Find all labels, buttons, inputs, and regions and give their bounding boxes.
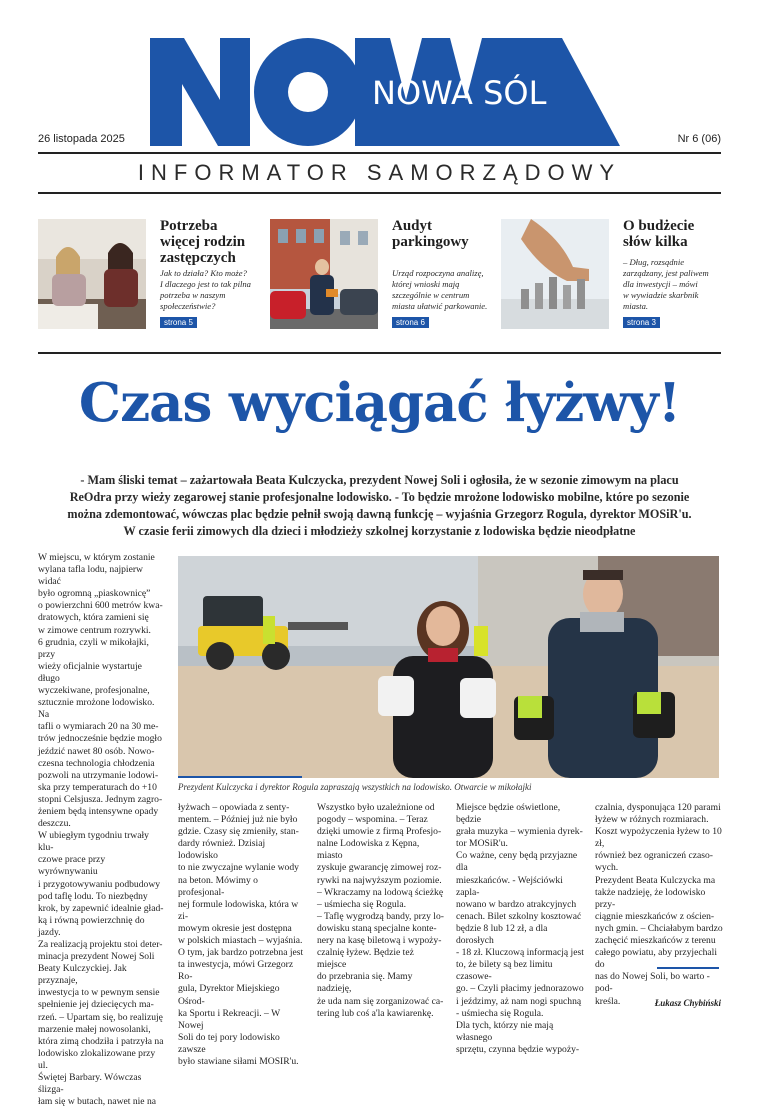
article-line: do przebrania się. Mamy nadzieję, — [317, 971, 413, 995]
article-line: w polskich miastach – wyjaśnia. — [178, 935, 303, 947]
article-line: Świętej Barbary. Wówczas ślizga- — [38, 1072, 142, 1096]
article-line: Wszystko było uzależnione od — [317, 802, 435, 813]
teaser-badge-parking[interactable]: strona 6 — [392, 317, 429, 328]
article-line: nych gmin. – Chciałabym bardzo — [595, 922, 723, 934]
teaser-badge-budget[interactable]: strona 3 — [623, 317, 660, 328]
article-line: to nie zwyczajne wylanie wody — [178, 862, 299, 874]
article-line: mieszkańców. - Wejściówki zapla- — [456, 874, 563, 898]
article-line: Prezydent Beata Kulczycka ma — [595, 874, 716, 886]
article-line: która zimą chodziła i patrzyła na — [38, 1035, 164, 1047]
article-line: zachęcić mieszkańców z terenu — [595, 935, 716, 947]
article-line: będzie 8 lub 12 zł, a dla dorosłych — [456, 922, 548, 947]
teaser-divider — [38, 352, 721, 354]
article-line: O tym, jak bardzo potrzebna jest — [178, 947, 304, 959]
article-line: łam się w butach, nawet nie na — [38, 1096, 157, 1108]
article-line: wyczekiwane, profesjonalne, — [38, 685, 150, 697]
article-line: to, że bilety są bez limitu czasowe- — [456, 959, 553, 983]
article-line: grała muzyka – wymienia dyrek- — [456, 826, 583, 838]
article-line: pod taflę lodu. To niezbędny — [38, 890, 148, 902]
article-line: także nadzieję, że lodowisko przy- — [595, 886, 706, 910]
article-line: rzeń. – Upartam się, bo realizuję — [38, 1011, 163, 1023]
teaser-text-budget: – Dług, rozsądnie zarządzany, jest paliwem dla inwestycji – mówi w wywiadzie skarbnik miasta. — [623, 257, 709, 311]
article-line: nalne Lodowiska z Kępna, miasto — [317, 838, 420, 862]
article-line: gdzie. Czasy się zmieniły, stan- — [178, 826, 299, 838]
teaser-title-parking[interactable]: Audyt parkingowy — [392, 218, 469, 250]
article-line: – uśmiecha się Rogula. — [317, 898, 406, 910]
teaser-photo-budget[interactable] — [501, 219, 609, 329]
article-column-2 — [178, 802, 306, 1068]
article-line: dardy również. Dzisiaj lodowisko — [178, 838, 266, 862]
article-line: nery na kasę biletową i wypoży- — [317, 935, 442, 947]
article-line: Soli do tej pory lodowisko zawsze — [178, 1031, 280, 1055]
article-line: mentem. – Później już nie było — [178, 814, 298, 826]
nowa-logo — [150, 38, 620, 148]
article-line: krok, by zapewnić idealnie gład- — [38, 902, 164, 914]
article-line: pogody – wspomina. – Teraz — [317, 814, 428, 826]
article-line: wych. — [595, 862, 619, 874]
article-line: deszczu. — [38, 818, 71, 830]
article-line: czesna technologia chłodzenia — [38, 757, 155, 769]
article-line: czowe prace przy wyrównywaniu — [38, 854, 106, 878]
article-line: go. – Czyli płacimy jednorazowo — [456, 983, 584, 995]
issue-date: 26 listopada 2025 — [38, 133, 125, 145]
article-column-5 — [595, 802, 723, 1008]
article-headline: Czas wyciągać łyżwy! — [78, 372, 681, 434]
article-line: Dla tych, którzy nie mają własnego — [456, 1019, 554, 1043]
article-line: jeździć nawet 80 osób. Nowo- — [38, 745, 155, 757]
article-photo — [178, 556, 719, 778]
article-line: W miejscu, w którym zostanie — [38, 552, 155, 563]
article-line: wieży oficjalnie wystartuje długo — [38, 660, 142, 684]
teaser-photo-parking[interactable] — [270, 219, 378, 329]
article-line: – Taflę wygrodzą bandy, przy lo- — [317, 910, 444, 922]
article-line: wylana tafla lodu, najpierw widać — [38, 564, 143, 588]
article-line: ka Sportu i Rekreacji. – W Nowej — [178, 1007, 280, 1031]
article-line: - 18 zł. Kluczową informacją jest — [456, 947, 584, 959]
article-line: sztucznie mrożone lodowisko. Na — [38, 697, 155, 721]
article-line: żeniem będą intensywne opady — [38, 805, 159, 817]
article-line: Co ważne, ceny będą przyjazne dla — [456, 850, 578, 874]
teaser-title-budget[interactable]: O budżecie słów kilka — [623, 218, 695, 250]
article-line: było ogromną „piaskownicę” — [38, 588, 151, 600]
article-line: dratowych, która zamieni się — [38, 612, 149, 624]
article-line: o powierzchni 600 metrów kwa- — [38, 600, 163, 612]
article-line: nas do Nowej Soli, bo warto - pod- — [595, 971, 710, 995]
article-line: pozwoli na utrzymanie lodowi- — [38, 769, 159, 781]
article-line: tering lub coś a'la kawiarenkę. — [317, 1007, 434, 1019]
article-line: W ubiegłym tygodniu trwały klu- — [38, 830, 149, 854]
article-line: minacja prezydent Nowej Soli — [38, 951, 155, 963]
masthead-rule-bottom — [38, 192, 721, 194]
article-line: łyżew w różnych rozmiarach. — [595, 814, 709, 826]
article-line: – Wkraczamy na lodową ścieżkę — [317, 886, 444, 898]
article-line: ciągnie mieszkańców z ościen- — [595, 910, 715, 922]
article-line: Za realizacją projektu stoi deter- — [38, 939, 163, 950]
article-line: dowisku staną specjalne konte- — [317, 922, 437, 934]
article-author: Łukasz Chybiński — [654, 998, 721, 1008]
article-line: rywki na najwyższym poziomie. — [317, 874, 442, 886]
article-column-1 — [38, 552, 166, 1108]
signature-accent — [657, 967, 719, 969]
article-line: Miejsce będzie oświetlone, będzie — [456, 802, 561, 826]
article-line: ta inwestycja, mówi Grzegorz Ro- — [178, 959, 294, 983]
article-line: lodowisko zlokalizowane przy ul. — [38, 1047, 156, 1071]
article-column-3 — [317, 802, 445, 1020]
article-line: spełnienie jej dziecięcych ma- — [38, 999, 154, 1011]
photo-caption: Prezydent Kulczycka i dyrektor Rogula zapraszają wszystkich na lodowisko. Otwarcie w mikołajki — [178, 782, 532, 792]
article-line: łyżwach – opowiada z senty- — [178, 802, 290, 813]
article-line: stopni Celsjusza. Jednym zagro- — [38, 793, 163, 805]
article-line: dzięki umowie z firmą Profesjo- — [317, 826, 442, 838]
article-line: tor MOSiR'u. — [456, 838, 508, 850]
article-line: że uda nam się zorganizować ca- — [317, 995, 444, 1007]
article-line: i przygotowywaniu podbudowy — [38, 878, 161, 890]
article-line: sprzętu, czynna będzie wypoży- — [456, 1043, 580, 1055]
teaser-text-parking: Urząd rozpoczyna analizę, której wnioski mają szczególnie w centrum miasta ułatwić parkowanie. — [392, 268, 488, 311]
article-line: marzenie małej nowosolanki, — [38, 1023, 151, 1035]
article-line: Beaty Kulczyckiej. Jak przyznaje, — [38, 963, 127, 987]
article-lead: - Mam śliski temat – zażartowała Beata Kulczycka, prezydent Nowej Soli i ogłosiła, że w sezonie zimowym na placu ReOdra przy wieży zegarowej stanie profesjonalne lodowisko. - To będzie mrożone lodowisko mobilne, które po sezonie można zdemontować, wówczas plac będzie pełnił swoją dawną funkcję – wyjaśnia Grzegorz Rogula, dyrektor MOSiR'u. W czasie ferii zimowych dla dzieci i młodzieży szkolnej korzystanie z lodowiska będzie nieodpłatne — [67, 473, 692, 538]
article-line: czalnię łyżew. Będzie też miejsce — [317, 947, 414, 971]
article-line: nowano w bardzo atrakcyjnych — [456, 898, 577, 910]
article-line: inwestycja to w pewnym sensie — [38, 987, 160, 999]
masthead-rule-top — [38, 152, 721, 154]
article-line: na beton. Mówimy o profesjonal- — [178, 874, 258, 898]
tagline: INFORMATOR SAMORZĄDOWY — [137, 160, 622, 185]
article-line: nej formule lodowiska, która w zi- — [178, 898, 299, 922]
teaser-photo-foster[interactable] — [38, 219, 146, 329]
teaser-title-foster[interactable]: Potrzeba więcej rodzin zastępczych — [160, 218, 246, 266]
article-line: zyskuje gwarancję zimowej roz- — [317, 862, 442, 874]
article-line: trów jednocześnie będzie mogło — [38, 733, 162, 745]
article-line: mowym okresie jest dostępna — [178, 922, 292, 934]
article-line: - uśmiecha się Rogula. — [456, 1007, 544, 1019]
article-line: Koszt wypożyczenia łyżew to 10 zł, — [595, 826, 722, 850]
article-line: w zimowe centrum rozrywki. — [38, 624, 151, 636]
article-column-4 — [456, 802, 584, 1056]
article-line: gula, Dyrektor Miejskiego Ośrod- — [178, 983, 280, 1007]
article-line: czalnia, dysponująca 120 parami — [595, 802, 721, 813]
caption-accent — [178, 776, 302, 778]
article-line: całego powiatu, aby przyjechali do — [595, 947, 718, 971]
logo-small-text: NOWA SÓL — [372, 74, 547, 112]
article-line: ska przy temperaturach do +10 — [38, 781, 157, 793]
article-line: było stawiane siłami MOSIR'u. — [178, 1055, 299, 1067]
article-line: 6 grudnia, czyli w mikołajki, przy — [38, 636, 149, 660]
article-line: kreśla. — [595, 995, 621, 1007]
issue-number: Nr 6 (06) — [677, 133, 721, 145]
article-line: również bez ograniczeń czaso- — [595, 850, 713, 862]
article-line: cenach. Bilet szkolny kosztować — [456, 910, 582, 922]
article-line: ką i równą powierzchnię do jazdy. — [38, 914, 145, 938]
teaser-text-foster: Jak to działa? Kto może? I dlaczego jest to tak pilna potrzeba w naszym społeczeństwie? — [160, 268, 251, 311]
article-line: tafli o wymiarach 20 na 30 me- — [38, 721, 159, 733]
article-line: i jeździmy, aż nam nogi spuchną — [456, 995, 582, 1007]
teaser-badge-foster[interactable]: strona 5 — [160, 317, 197, 328]
